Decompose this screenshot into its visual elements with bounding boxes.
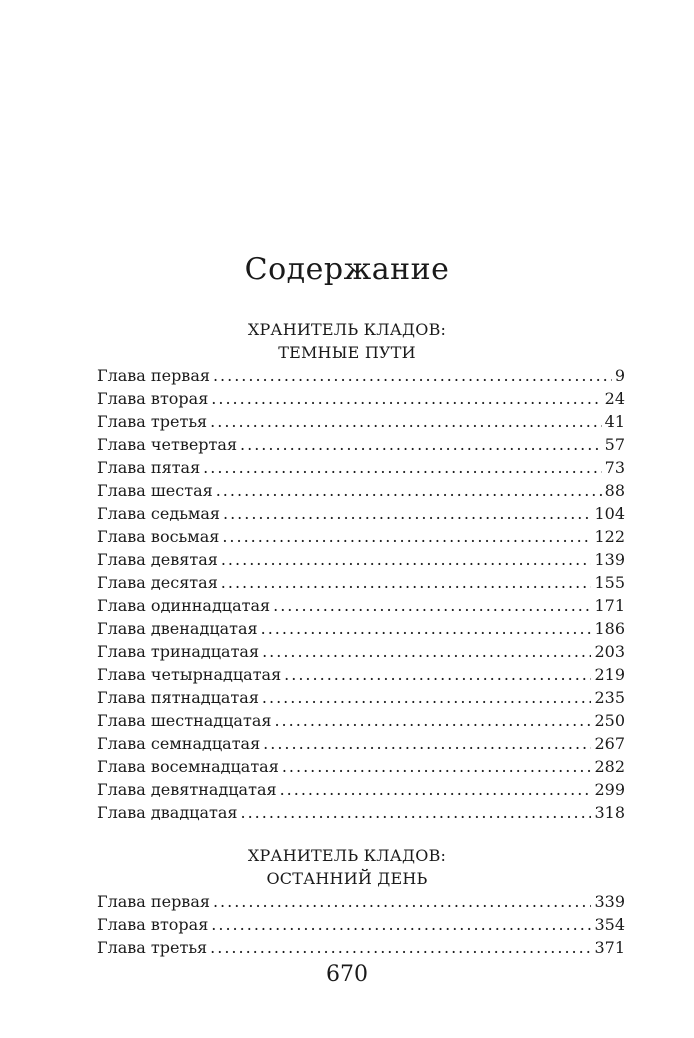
toc-entry bbox=[97, 594, 625, 617]
toc-entry-page: 88 bbox=[604, 481, 625, 500]
toc-entry-page: 250 bbox=[594, 711, 625, 730]
toc-entry bbox=[97, 913, 625, 936]
toc-entry-label: Глава шестая bbox=[97, 481, 213, 500]
toc-list-part-2 bbox=[97, 890, 625, 959]
toc-entry-label: Глава восемнадцатая bbox=[97, 757, 279, 776]
toc-entry bbox=[97, 732, 625, 755]
dot-leader bbox=[274, 709, 591, 732]
toc-entry bbox=[97, 502, 625, 525]
toc-entry-label: Глава первая bbox=[97, 366, 210, 385]
dot-leader bbox=[241, 801, 592, 824]
toc-entry-page: 9 bbox=[614, 366, 625, 385]
dot-leader bbox=[222, 525, 591, 548]
toc-entry-page: 203 bbox=[594, 642, 625, 661]
dot-leader bbox=[262, 640, 591, 663]
toc-entry-label: Глава третья bbox=[97, 938, 208, 957]
toc-entry-page: 354 bbox=[594, 915, 625, 934]
toc-entry-label: Глава первая bbox=[97, 892, 210, 911]
toc-entry-label: Глава восьмая bbox=[97, 527, 220, 546]
dot-leader bbox=[223, 502, 591, 525]
dot-leader bbox=[240, 433, 602, 456]
dot-leader bbox=[282, 755, 592, 778]
toc-entry-page: 318 bbox=[594, 803, 625, 822]
dot-leader bbox=[280, 778, 592, 801]
toc-entry bbox=[97, 778, 625, 801]
dot-leader bbox=[211, 387, 601, 410]
dot-leader bbox=[210, 936, 591, 959]
dot-leader bbox=[262, 686, 592, 709]
toc-entry bbox=[97, 479, 625, 502]
toc-entry-label: Глава одиннадцатая bbox=[97, 596, 271, 615]
toc-entry-page: 41 bbox=[604, 412, 625, 431]
toc-entry-label: Глава вторая bbox=[97, 389, 209, 408]
toc-entry bbox=[97, 548, 625, 571]
toc-entry bbox=[97, 890, 625, 913]
toc-entry-page: 267 bbox=[594, 734, 625, 753]
toc-entry-page: 219 bbox=[594, 665, 625, 684]
toc-entry-label: Глава четвертая bbox=[97, 435, 238, 454]
toc-entry bbox=[97, 364, 625, 387]
toc-entry bbox=[97, 686, 625, 709]
toc-entry bbox=[97, 525, 625, 548]
dot-leader bbox=[284, 663, 591, 686]
dot-leader bbox=[203, 456, 601, 479]
dot-leader bbox=[216, 479, 602, 502]
dot-leader bbox=[211, 913, 591, 936]
toc-entry-page: 235 bbox=[594, 688, 625, 707]
toc-entry-label: Глава пятая bbox=[97, 458, 201, 477]
toc-entry-label: Глава вторая bbox=[97, 915, 209, 934]
toc-entry-page: 104 bbox=[594, 504, 625, 523]
toc-entry-label: Глава пятнадцатая bbox=[97, 688, 259, 707]
toc-entry-label: Глава седьмая bbox=[97, 504, 220, 523]
toc-entry-label: Глава четырнадцатая bbox=[97, 665, 282, 684]
toc-entry-label: Глава третья bbox=[97, 412, 208, 431]
toc-entry-label: Глава девятнадцатая bbox=[97, 780, 277, 799]
toc-entry bbox=[97, 709, 625, 732]
dot-leader bbox=[210, 410, 601, 433]
part-heading-1 bbox=[0, 318, 694, 364]
toc-entry-page: 139 bbox=[594, 550, 625, 569]
toc-entry-page: 186 bbox=[594, 619, 625, 638]
toc-entry-page: 155 bbox=[594, 573, 625, 592]
toc-entry bbox=[97, 433, 625, 456]
dot-leader bbox=[273, 594, 591, 617]
dot-leader bbox=[221, 571, 592, 594]
dot-leader bbox=[263, 732, 591, 755]
toc-entry-page: 24 bbox=[604, 389, 625, 408]
dot-leader bbox=[221, 548, 592, 571]
part-heading-line: ОСТАННИЙ ДЕНЬ bbox=[266, 869, 428, 888]
toc-entry-label: Глава десятая bbox=[97, 573, 218, 592]
toc-entry bbox=[97, 387, 625, 410]
toc-list-part-1 bbox=[97, 364, 625, 824]
toc-entry-page: 73 bbox=[604, 458, 625, 477]
dot-leader bbox=[213, 890, 592, 913]
part-heading-line: ХРАНИТЕЛЬ КЛАДОВ: bbox=[247, 320, 447, 339]
toc-entry-page: 339 bbox=[594, 892, 625, 911]
toc-entry bbox=[97, 571, 625, 594]
part-heading-line: ХРАНИТЕЛЬ КЛАДОВ: bbox=[247, 846, 447, 865]
toc-entry-label: Глава тринадцатая bbox=[97, 642, 260, 661]
toc-entry-label: Глава семнадцатая bbox=[97, 734, 261, 753]
toc-entry-page: 282 bbox=[594, 757, 625, 776]
dot-leader bbox=[213, 364, 612, 387]
toc-entry-label: Глава двадцатая bbox=[97, 803, 238, 822]
toc-entry bbox=[97, 617, 625, 640]
part-heading-line: ТЕМНЫЕ ПУТИ bbox=[278, 343, 416, 362]
toc-entry bbox=[97, 640, 625, 663]
page-title: Содержание bbox=[244, 252, 450, 287]
toc-entry bbox=[97, 410, 625, 433]
toc-entry-label: Глава двенадцатая bbox=[97, 619, 258, 638]
toc-entry-page: 122 bbox=[594, 527, 625, 546]
toc-entry-label: Глава девятая bbox=[97, 550, 218, 569]
toc-entry-page: 171 bbox=[594, 596, 625, 615]
toc-entry bbox=[97, 663, 625, 686]
toc-entry bbox=[97, 936, 625, 959]
page-number: 670 bbox=[326, 962, 368, 987]
toc-entry bbox=[97, 801, 625, 824]
part-heading-2 bbox=[0, 844, 694, 890]
dot-leader bbox=[261, 617, 592, 640]
toc-entry bbox=[97, 755, 625, 778]
toc-entry-page: 371 bbox=[594, 938, 625, 957]
toc-entry-label: Глава шестнадцатая bbox=[97, 711, 272, 730]
toc-entry bbox=[97, 456, 625, 479]
toc-entry-page: 57 bbox=[604, 435, 625, 454]
toc-entry-page: 299 bbox=[594, 780, 625, 799]
